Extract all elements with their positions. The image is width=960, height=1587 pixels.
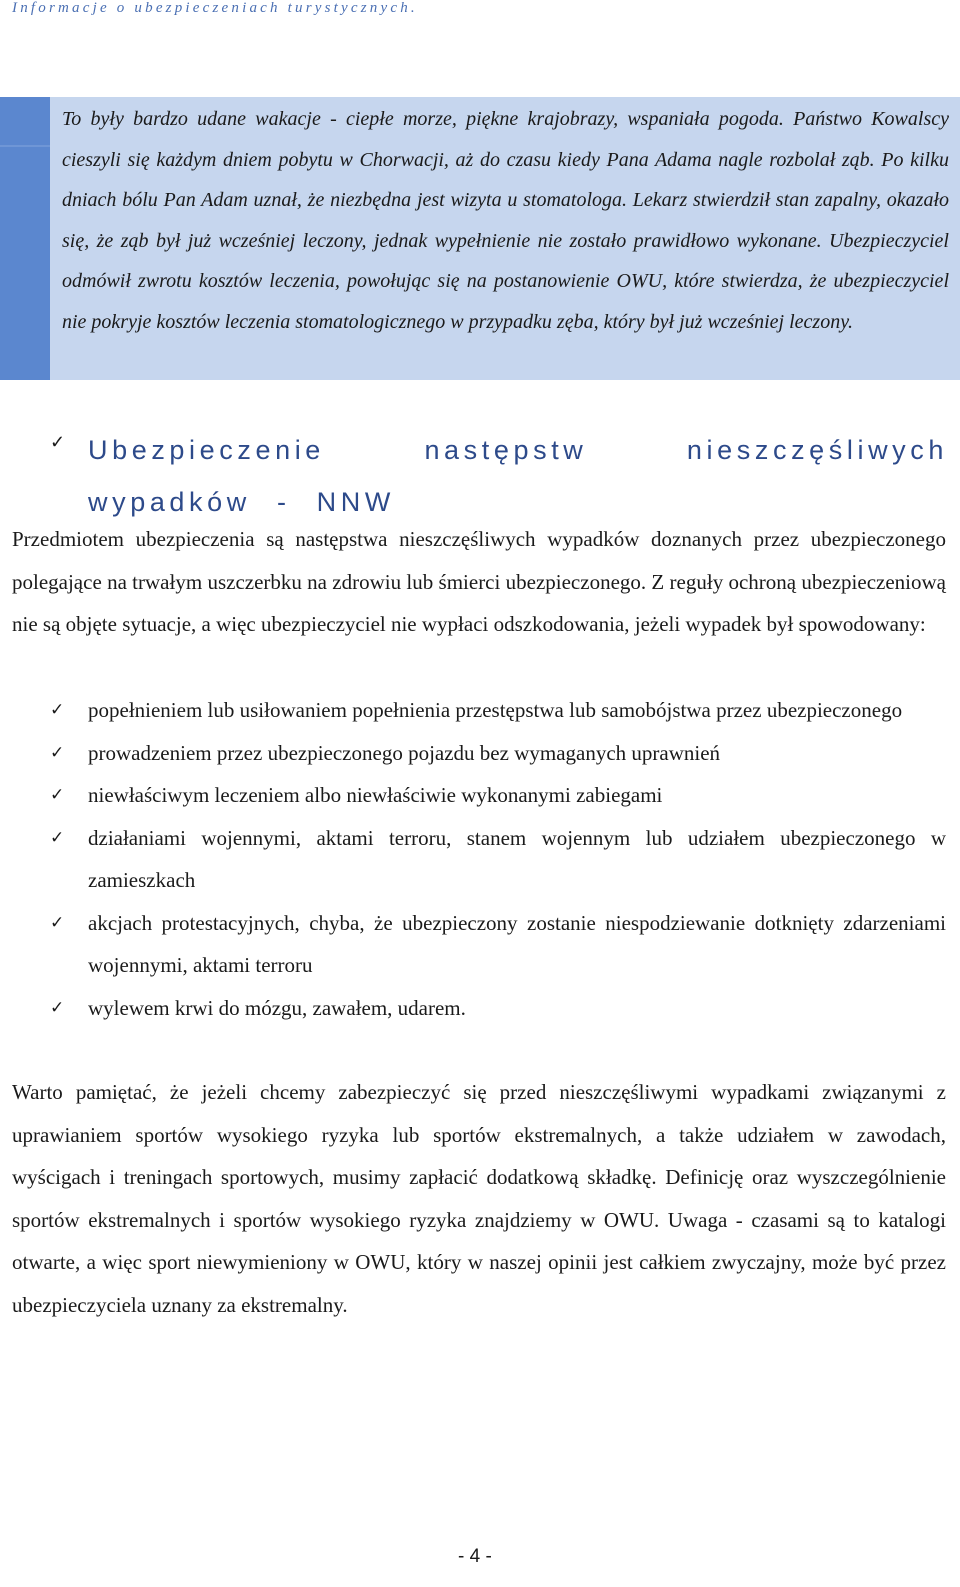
section-heading <box>50 424 948 528</box>
list-item <box>50 689 946 732</box>
checkmark-icon: ✓ <box>50 912 65 932</box>
example-callout-box <box>0 97 960 380</box>
list-item-text: popełnieniem lub usiłowaniem popełnienia przestępstwa lub samobójstwa przez ubezpieczonego <box>88 698 903 722</box>
closing-paragraph: Warto pamiętać, że jeżeli chcemy zabezpieczyć się przed nieszczęśliwymi wypadkami związanymi z uprawianiem sportów wysokiego ryzyka lub sportów ekstremalnych, a także udziałem w zawodach, wyścigach i treningach sportowych, musimy zapłacić dodatkową składkę. Definicję oraz wyszczególnienie sportów ekstremalnych i sportów wysokiego ryzyka znajdziemy w OWU. Uwaga - czasami są to katalogi otwarte, a więc sport niewymieniony w OWU, który w naszej opinii jest całkiem zwyczajny, może być przez ubezpieczyciela uznany za ekstremalny. <box>12 1080 946 1317</box>
section-title: Ubezpieczenie następstw nieszczęśliwych wypadków - NNW <box>88 435 948 517</box>
list-item-text: prowadzeniem przez ubezpieczonego pojazdu bez wymaganych uprawnień <box>88 740 721 765</box>
list-item <box>50 732 946 775</box>
list-item-text: wylewem krwi do mózgu, zawałem, udarem. <box>88 995 466 1020</box>
checkmark-icon: ✓ <box>50 742 65 762</box>
checkmark-icon: ✓ <box>50 432 66 452</box>
intro-paragraph: Przedmiotem ubezpieczenia są następstwa nieszczęśliwych wypadków doznanych przez ubezpieczonego polegające na trwałym uszczerbku na zdrowiu lub śmierci ubezpieczonego. Z reguły ochroną ubezpieczeniową nie są objęte sytuacje, a więc ubezpieczyciel nie wypłaci odszkodowania, jeżeli wypadek był spowodowany: <box>12 527 946 636</box>
checkmark-icon: ✓ <box>50 785 65 804</box>
list-item <box>50 774 946 817</box>
checkmark-icon: ✓ <box>50 997 65 1017</box>
list-item <box>50 902 946 987</box>
list-item-text: akcjach protestacyjnych, chyba, że ubezpieczony zostanie niespodziewanie dotknięty zdarzeniami wojennymi, aktami terroru <box>88 910 946 977</box>
list-item-text: niewłaściwym leczeniem albo niewłaściwie wykonanymi zabiegami <box>88 783 663 807</box>
list-item <box>50 817 946 902</box>
callout-accent-strip <box>0 97 50 380</box>
page-number: - 4 - <box>458 1546 492 1567</box>
list-item-text: działaniami wojennymi, aktami terroru, stanem wojennym lub udziałem ubezpieczonego w zamieszkach <box>88 825 946 892</box>
callout-strip-divider <box>0 145 50 147</box>
list-item <box>50 987 946 1030</box>
checkmark-icon: ✓ <box>50 827 65 847</box>
running-header: Informacje o ubezpieczeniach turystycznych. <box>12 0 418 16</box>
checkmark-icon: ✓ <box>50 700 65 719</box>
exclusions-list <box>50 689 946 1029</box>
callout-text: To były bardzo udane wakacje - ciepłe morze, piękne krajobrazy, wspaniała pogoda. Państwo Kowalscy cieszyli się każdym dniem pobytu w Chorwacji, aż do czasu kiedy Pana Adama nagle rozbolał ząb. Po kilku dniach bólu Pan Adam uznał, że niezbędna jest wizyta u stomatologa. Lekarz stwierdził stan zapalny, okazało się, że ząb był już wcześniej leczony, jednak wypełnienie nie zostało prawidłowo wykonane. Ubezpieczyciel odmówił zwrotu kosztów leczenia, powołując się na postanowienie OWU, które stwierdza, że ubezpieczyciel nie pokryje kosztów leczenia stomatologicznego w przypadku zęba, który był już wcześniej leczony. <box>62 108 949 333</box>
